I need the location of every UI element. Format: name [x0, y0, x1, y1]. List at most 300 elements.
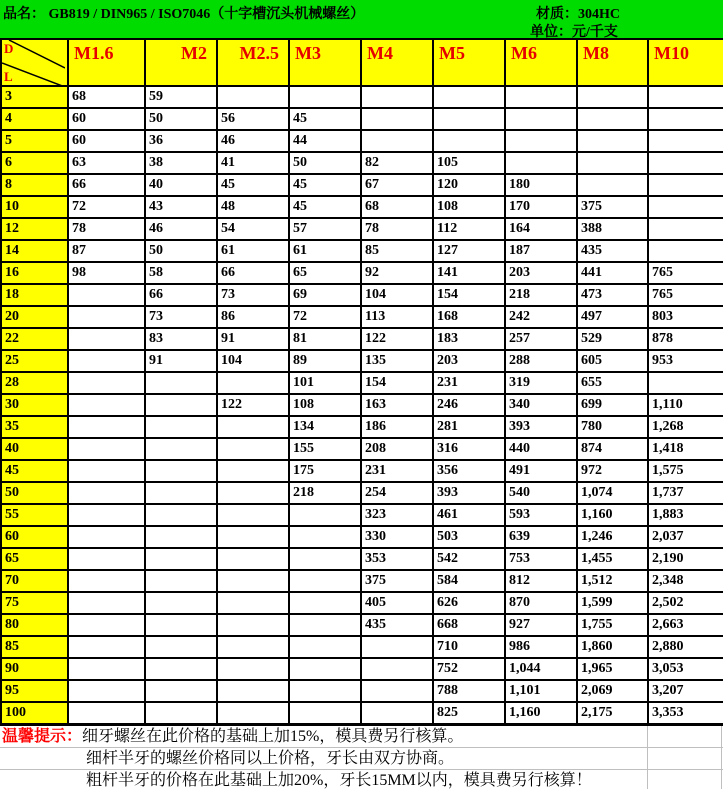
price-cell[interactable]	[68, 306, 145, 328]
price-cell[interactable]: 231	[361, 460, 433, 482]
price-cell[interactable]: 356	[433, 460, 505, 482]
price-cell[interactable]	[505, 152, 577, 174]
price-cell[interactable]: 626	[433, 592, 505, 614]
price-cell[interactable]: 953	[648, 350, 723, 372]
price-cell[interactable]	[289, 548, 361, 570]
price-cell[interactable]: 1,455	[577, 548, 648, 570]
price-cell[interactable]	[217, 526, 289, 548]
price-cell[interactable]: 1,755	[577, 614, 648, 636]
price-cell[interactable]	[68, 372, 145, 394]
price-cell[interactable]: 61	[289, 240, 361, 262]
price-cell[interactable]: 73	[217, 284, 289, 306]
row-length-cell[interactable]: 3	[1, 86, 68, 108]
price-cell[interactable]: 40	[145, 174, 217, 196]
price-cell[interactable]: 45	[289, 174, 361, 196]
price-cell[interactable]: 1,074	[577, 482, 648, 504]
price-cell[interactable]	[433, 130, 505, 152]
price-cell[interactable]	[217, 680, 289, 702]
price-cell[interactable]	[289, 702, 361, 724]
price-cell[interactable]: 497	[577, 306, 648, 328]
price-cell[interactable]: 288	[505, 350, 577, 372]
row-length-cell[interactable]: 60	[1, 526, 68, 548]
row-length-cell[interactable]: 45	[1, 460, 68, 482]
price-cell[interactable]	[289, 526, 361, 548]
price-cell[interactable]: 104	[361, 284, 433, 306]
price-cell[interactable]	[145, 614, 217, 636]
price-cell[interactable]	[145, 636, 217, 658]
price-cell[interactable]	[68, 460, 145, 482]
column-header-m6[interactable]: M6	[505, 39, 577, 86]
price-cell[interactable]: 2,037	[648, 526, 723, 548]
price-cell[interactable]	[145, 504, 217, 526]
price-cell[interactable]: 1,246	[577, 526, 648, 548]
price-cell[interactable]	[648, 108, 723, 130]
row-length-cell[interactable]: 70	[1, 570, 68, 592]
row-length-cell[interactable]: 40	[1, 438, 68, 460]
price-cell[interactable]: 87	[68, 240, 145, 262]
price-cell[interactable]	[68, 350, 145, 372]
price-cell[interactable]: 91	[145, 350, 217, 372]
price-cell[interactable]: 78	[361, 218, 433, 240]
price-cell[interactable]: 78	[68, 218, 145, 240]
price-cell[interactable]: 163	[361, 394, 433, 416]
price-cell[interactable]: 927	[505, 614, 577, 636]
price-cell[interactable]	[145, 416, 217, 438]
price-cell[interactable]: 120	[433, 174, 505, 196]
price-cell[interactable]	[505, 108, 577, 130]
price-cell[interactable]	[145, 548, 217, 570]
price-cell[interactable]: 46	[145, 218, 217, 240]
price-cell[interactable]: 66	[217, 262, 289, 284]
price-cell[interactable]	[68, 592, 145, 614]
price-cell[interactable]	[577, 108, 648, 130]
price-cell[interactable]	[217, 460, 289, 482]
price-cell[interactable]	[145, 438, 217, 460]
price-cell[interactable]	[648, 196, 723, 218]
price-cell[interactable]: 461	[433, 504, 505, 526]
price-cell[interactable]	[577, 130, 648, 152]
price-cell[interactable]: 46	[217, 130, 289, 152]
price-cell[interactable]: 45	[289, 196, 361, 218]
price-cell[interactable]: 1,599	[577, 592, 648, 614]
price-cell[interactable]: 874	[577, 438, 648, 460]
price-cell[interactable]: 752	[433, 658, 505, 680]
price-cell[interactable]: 43	[145, 196, 217, 218]
price-cell[interactable]: 72	[68, 196, 145, 218]
price-cell[interactable]: 218	[505, 284, 577, 306]
price-cell[interactable]	[68, 526, 145, 548]
row-length-cell[interactable]: 8	[1, 174, 68, 196]
price-cell[interactable]: 61	[217, 240, 289, 262]
price-cell[interactable]	[145, 394, 217, 416]
price-cell[interactable]	[217, 482, 289, 504]
price-cell[interactable]	[68, 702, 145, 724]
price-cell[interactable]	[217, 548, 289, 570]
price-cell[interactable]	[577, 174, 648, 196]
price-cell[interactable]: 1,883	[648, 504, 723, 526]
price-cell[interactable]: 2,348	[648, 570, 723, 592]
price-cell[interactable]: 593	[505, 504, 577, 526]
price-cell[interactable]: 584	[433, 570, 505, 592]
price-cell[interactable]: 108	[289, 394, 361, 416]
price-cell[interactable]	[68, 284, 145, 306]
price-cell[interactable]: 81	[289, 328, 361, 350]
price-cell[interactable]: 98	[68, 262, 145, 284]
price-cell[interactable]: 141	[433, 262, 505, 284]
price-cell[interactable]: 56	[217, 108, 289, 130]
price-cell[interactable]: 57	[289, 218, 361, 240]
price-cell[interactable]	[217, 702, 289, 724]
price-cell[interactable]: 104	[217, 350, 289, 372]
price-cell[interactable]: 2,069	[577, 680, 648, 702]
price-cell[interactable]: 375	[361, 570, 433, 592]
price-cell[interactable]: 60	[68, 108, 145, 130]
price-cell[interactable]: 699	[577, 394, 648, 416]
price-cell[interactable]: 639	[505, 526, 577, 548]
price-cell[interactable]	[289, 570, 361, 592]
price-cell[interactable]: 788	[433, 680, 505, 702]
price-cell[interactable]: 44	[289, 130, 361, 152]
price-cell[interactable]: 101	[289, 372, 361, 394]
price-cell[interactable]: 154	[361, 372, 433, 394]
price-cell[interactable]: 972	[577, 460, 648, 482]
price-cell[interactable]	[217, 570, 289, 592]
price-cell[interactable]	[217, 438, 289, 460]
price-cell[interactable]: 503	[433, 526, 505, 548]
note-row[interactable]	[0, 748, 723, 770]
price-cell[interactable]	[217, 592, 289, 614]
row-length-cell[interactable]: 12	[1, 218, 68, 240]
price-cell[interactable]: 72	[289, 306, 361, 328]
price-cell[interactable]: 1,268	[648, 416, 723, 438]
row-length-cell[interactable]: 4	[1, 108, 68, 130]
price-cell[interactable]: 1,044	[505, 658, 577, 680]
price-cell[interactable]: 73	[145, 306, 217, 328]
price-cell[interactable]: 2,175	[577, 702, 648, 724]
note-row[interactable]	[0, 770, 723, 789]
price-cell[interactable]: 1,160	[505, 702, 577, 724]
price-cell[interactable]	[648, 86, 723, 108]
price-cell[interactable]: 48	[217, 196, 289, 218]
price-cell[interactable]	[217, 416, 289, 438]
price-cell[interactable]	[68, 482, 145, 504]
row-length-cell[interactable]: 5	[1, 130, 68, 152]
price-cell[interactable]	[217, 504, 289, 526]
price-cell[interactable]: 108	[433, 196, 505, 218]
column-header-m5[interactable]: M5	[433, 39, 505, 86]
price-cell[interactable]	[68, 636, 145, 658]
price-cell[interactable]	[68, 328, 145, 350]
price-cell[interactable]	[68, 614, 145, 636]
price-cell[interactable]: 86	[217, 306, 289, 328]
row-length-cell[interactable]: 90	[1, 658, 68, 680]
price-cell[interactable]: 765	[648, 284, 723, 306]
column-header-m3[interactable]: M3	[289, 39, 361, 86]
corner-dl-cell[interactable]	[1, 39, 68, 86]
price-cell[interactable]: 60	[68, 130, 145, 152]
price-cell[interactable]: 2,502	[648, 592, 723, 614]
price-cell[interactable]: 218	[289, 482, 361, 504]
price-cell[interactable]: 540	[505, 482, 577, 504]
price-cell[interactable]: 330	[361, 526, 433, 548]
price-cell[interactable]: 63	[68, 152, 145, 174]
price-cell[interactable]: 135	[361, 350, 433, 372]
price-cell[interactable]: 1,110	[648, 394, 723, 416]
price-cell[interactable]	[68, 658, 145, 680]
price-cell[interactable]: 83	[145, 328, 217, 350]
price-cell[interactable]	[145, 702, 217, 724]
price-cell[interactable]: 393	[505, 416, 577, 438]
price-cell[interactable]: 89	[289, 350, 361, 372]
price-cell[interactable]: 2,190	[648, 548, 723, 570]
price-cell[interactable]	[68, 548, 145, 570]
price-cell[interactable]: 91	[217, 328, 289, 350]
price-cell[interactable]	[361, 108, 433, 130]
price-cell[interactable]	[505, 86, 577, 108]
price-cell[interactable]	[289, 680, 361, 702]
price-cell[interactable]: 113	[361, 306, 433, 328]
price-cell[interactable]	[217, 636, 289, 658]
price-cell[interactable]	[505, 130, 577, 152]
column-header-m4[interactable]: M4	[361, 39, 433, 86]
price-cell[interactable]: 388	[577, 218, 648, 240]
price-cell[interactable]: 170	[505, 196, 577, 218]
price-cell[interactable]: 50	[145, 108, 217, 130]
price-cell[interactable]: 122	[361, 328, 433, 350]
price-cell[interactable]	[145, 570, 217, 592]
price-cell[interactable]	[68, 438, 145, 460]
price-cell[interactable]: 164	[505, 218, 577, 240]
price-cell[interactable]: 246	[433, 394, 505, 416]
price-cell[interactable]: 3,353	[648, 702, 723, 724]
row-length-cell[interactable]: 16	[1, 262, 68, 284]
price-cell[interactable]: 655	[577, 372, 648, 394]
price-cell[interactable]: 54	[217, 218, 289, 240]
price-cell[interactable]: 491	[505, 460, 577, 482]
note-row[interactable]	[0, 726, 723, 748]
price-cell[interactable]: 1,575	[648, 460, 723, 482]
price-cell[interactable]: 183	[433, 328, 505, 350]
price-cell[interactable]: 203	[433, 350, 505, 372]
price-cell[interactable]: 45	[289, 108, 361, 130]
price-cell[interactable]	[68, 680, 145, 702]
price-cell[interactable]: 168	[433, 306, 505, 328]
price-cell[interactable]: 66	[68, 174, 145, 196]
price-cell[interactable]: 340	[505, 394, 577, 416]
price-cell[interactable]	[289, 86, 361, 108]
price-cell[interactable]: 208	[361, 438, 433, 460]
price-cell[interactable]: 58	[145, 262, 217, 284]
row-length-cell[interactable]: 85	[1, 636, 68, 658]
price-cell[interactable]	[289, 504, 361, 526]
row-length-cell[interactable]: 18	[1, 284, 68, 306]
price-cell[interactable]: 69	[289, 284, 361, 306]
price-cell[interactable]: 68	[361, 196, 433, 218]
price-cell[interactable]: 1,101	[505, 680, 577, 702]
price-cell[interactable]: 812	[505, 570, 577, 592]
price-cell[interactable]	[145, 680, 217, 702]
price-cell[interactable]: 50	[145, 240, 217, 262]
price-cell[interactable]	[217, 614, 289, 636]
price-cell[interactable]: 753	[505, 548, 577, 570]
price-cell[interactable]: 803	[648, 306, 723, 328]
price-cell[interactable]: 375	[577, 196, 648, 218]
price-cell[interactable]: 529	[577, 328, 648, 350]
price-cell[interactable]: 50	[289, 152, 361, 174]
price-cell[interactable]: 319	[505, 372, 577, 394]
price-cell[interactable]	[648, 152, 723, 174]
row-length-cell[interactable]: 14	[1, 240, 68, 262]
price-cell[interactable]: 473	[577, 284, 648, 306]
price-cell[interactable]	[648, 240, 723, 262]
column-header-m1.6[interactable]: M1.6	[68, 39, 145, 86]
price-cell[interactable]: 440	[505, 438, 577, 460]
price-cell[interactable]: 870	[505, 592, 577, 614]
price-cell[interactable]: 780	[577, 416, 648, 438]
price-cell[interactable]: 710	[433, 636, 505, 658]
price-cell[interactable]: 1,965	[577, 658, 648, 680]
price-cell[interactable]	[433, 86, 505, 108]
price-cell[interactable]: 668	[433, 614, 505, 636]
price-cell[interactable]: 92	[361, 262, 433, 284]
row-length-cell[interactable]: 75	[1, 592, 68, 614]
price-cell[interactable]: 353	[361, 548, 433, 570]
price-cell[interactable]	[68, 394, 145, 416]
price-cell[interactable]: 3,207	[648, 680, 723, 702]
price-cell[interactable]	[68, 504, 145, 526]
price-cell[interactable]: 112	[433, 218, 505, 240]
price-cell[interactable]: 154	[433, 284, 505, 306]
price-cell[interactable]: 605	[577, 350, 648, 372]
price-cell[interactable]	[361, 636, 433, 658]
price-cell[interactable]: 68	[68, 86, 145, 108]
price-cell[interactable]	[145, 592, 217, 614]
price-cell[interactable]: 2,663	[648, 614, 723, 636]
price-cell[interactable]: 1,860	[577, 636, 648, 658]
row-length-cell[interactable]: 35	[1, 416, 68, 438]
price-cell[interactable]	[217, 86, 289, 108]
price-cell[interactable]	[289, 658, 361, 680]
price-cell[interactable]	[217, 372, 289, 394]
price-cell[interactable]	[145, 658, 217, 680]
price-cell[interactable]: 187	[505, 240, 577, 262]
price-cell[interactable]	[289, 614, 361, 636]
price-cell[interactable]: 1,418	[648, 438, 723, 460]
price-cell[interactable]: 765	[648, 262, 723, 284]
price-cell[interactable]: 65	[289, 262, 361, 284]
price-cell[interactable]: 82	[361, 152, 433, 174]
price-cell[interactable]	[289, 592, 361, 614]
price-cell[interactable]	[68, 570, 145, 592]
column-header-m10[interactable]: M10	[648, 39, 723, 86]
price-cell[interactable]: 393	[433, 482, 505, 504]
column-header-m2[interactable]: M2	[145, 39, 217, 86]
price-cell[interactable]	[289, 636, 361, 658]
row-length-cell[interactable]: 6	[1, 152, 68, 174]
price-cell[interactable]: 38	[145, 152, 217, 174]
price-cell[interactable]: 231	[433, 372, 505, 394]
price-cell[interactable]	[361, 680, 433, 702]
row-length-cell[interactable]: 65	[1, 548, 68, 570]
price-cell[interactable]: 316	[433, 438, 505, 460]
price-cell[interactable]: 134	[289, 416, 361, 438]
price-cell[interactable]	[648, 174, 723, 196]
row-length-cell[interactable]: 28	[1, 372, 68, 394]
price-cell[interactable]	[145, 482, 217, 504]
price-cell[interactable]: 105	[433, 152, 505, 174]
price-cell[interactable]: 323	[361, 504, 433, 526]
column-header-m2.5[interactable]: M2.5	[217, 39, 289, 86]
price-cell[interactable]	[361, 658, 433, 680]
price-cell[interactable]: 67	[361, 174, 433, 196]
price-cell[interactable]: 281	[433, 416, 505, 438]
price-cell[interactable]	[648, 218, 723, 240]
row-length-cell[interactable]: 20	[1, 306, 68, 328]
price-cell[interactable]: 1,737	[648, 482, 723, 504]
row-length-cell[interactable]: 25	[1, 350, 68, 372]
price-cell[interactable]: 36	[145, 130, 217, 152]
price-cell[interactable]	[68, 416, 145, 438]
price-cell[interactable]: 175	[289, 460, 361, 482]
price-cell[interactable]: 66	[145, 284, 217, 306]
price-cell[interactable]: 435	[361, 614, 433, 636]
price-cell[interactable]: 186	[361, 416, 433, 438]
price-cell[interactable]	[217, 658, 289, 680]
price-cell[interactable]: 2,880	[648, 636, 723, 658]
price-cell[interactable]: 257	[505, 328, 577, 350]
row-length-cell[interactable]: 80	[1, 614, 68, 636]
price-cell[interactable]: 1,512	[577, 570, 648, 592]
price-cell[interactable]: 441	[577, 262, 648, 284]
price-cell[interactable]: 203	[505, 262, 577, 284]
price-cell[interactable]: 1,160	[577, 504, 648, 526]
price-cell[interactable]	[433, 108, 505, 130]
row-length-cell[interactable]: 10	[1, 196, 68, 218]
price-cell[interactable]: 435	[577, 240, 648, 262]
price-cell[interactable]: 825	[433, 702, 505, 724]
column-header-m8[interactable]: M8	[577, 39, 648, 86]
price-cell[interactable]	[648, 130, 723, 152]
price-cell[interactable]: 405	[361, 592, 433, 614]
price-cell[interactable]: 180	[505, 174, 577, 196]
price-cell[interactable]	[361, 130, 433, 152]
price-cell[interactable]: 986	[505, 636, 577, 658]
price-cell[interactable]: 155	[289, 438, 361, 460]
price-cell[interactable]: 85	[361, 240, 433, 262]
price-cell[interactable]: 127	[433, 240, 505, 262]
row-length-cell[interactable]: 95	[1, 680, 68, 702]
price-cell[interactable]: 242	[505, 306, 577, 328]
price-cell[interactable]: 542	[433, 548, 505, 570]
price-cell[interactable]: 41	[217, 152, 289, 174]
row-length-cell[interactable]: 55	[1, 504, 68, 526]
price-cell[interactable]	[648, 372, 723, 394]
row-length-cell[interactable]: 30	[1, 394, 68, 416]
price-cell[interactable]: 3,053	[648, 658, 723, 680]
price-cell[interactable]	[361, 86, 433, 108]
price-cell[interactable]	[145, 372, 217, 394]
price-cell[interactable]	[577, 152, 648, 174]
row-length-cell[interactable]: 100	[1, 702, 68, 724]
price-cell[interactable]	[577, 86, 648, 108]
price-cell[interactable]: 122	[217, 394, 289, 416]
price-cell[interactable]: 45	[217, 174, 289, 196]
price-cell[interactable]	[361, 702, 433, 724]
price-cell[interactable]: 878	[648, 328, 723, 350]
price-cell[interactable]: 59	[145, 86, 217, 108]
price-cell[interactable]	[145, 460, 217, 482]
price-cell[interactable]	[145, 526, 217, 548]
